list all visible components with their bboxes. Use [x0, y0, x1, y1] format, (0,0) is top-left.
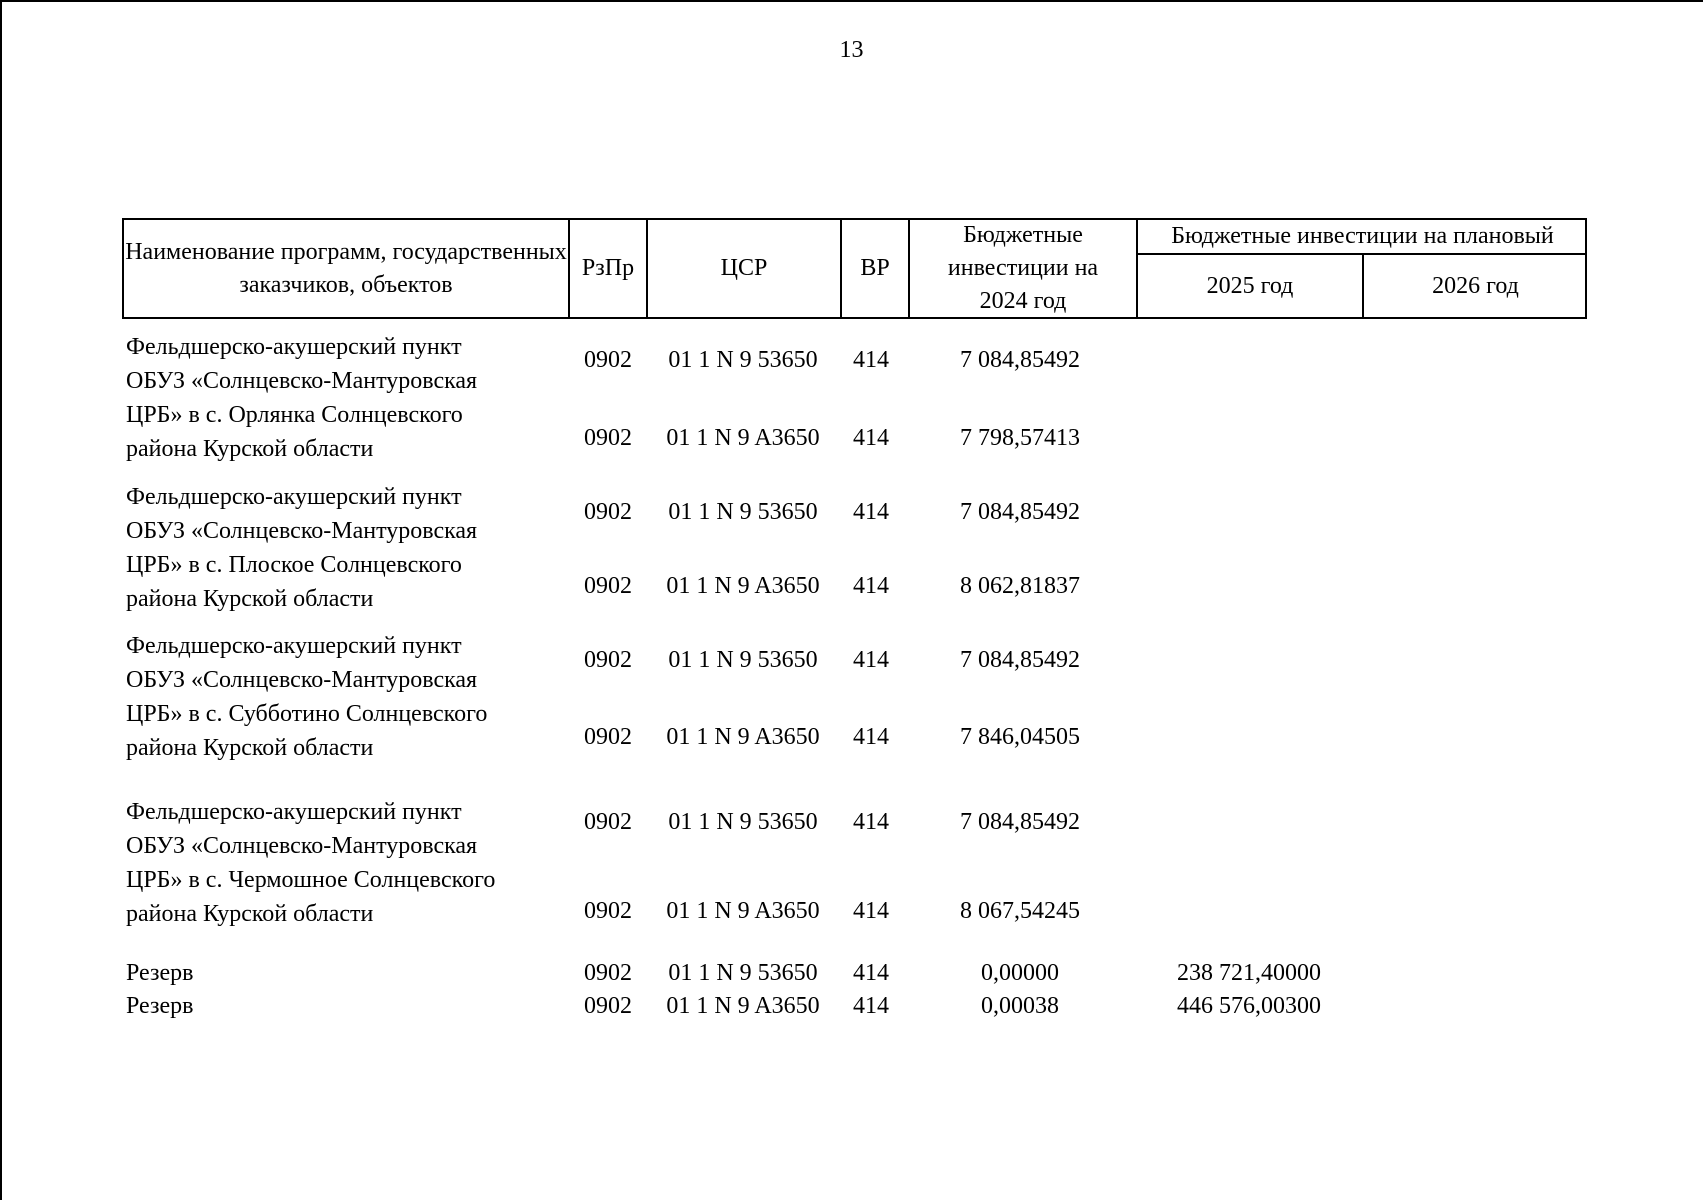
page-number: 13	[839, 37, 864, 63]
rzpr-cell: 0902	[584, 960, 632, 986]
vr-cell: 414	[853, 724, 889, 750]
vr-cell: 414	[853, 960, 889, 986]
object-name: Фельдшерско-акушерский пункт ОБУЗ «Солнцевско-Мантуровская ЦРБ» в с. Орлянка Солнцевского района Курской области	[126, 334, 478, 462]
page-top-edge	[0, 0, 1703, 2]
csr-cell: 01 1 N 9 53650	[668, 499, 818, 525]
header-invest-2024: Бюджетные инвестиции на 2024 год	[947, 222, 1099, 314]
header-vr: ВР	[860, 255, 890, 281]
object-name: Фельдшерско-акушерский пункт ОБУЗ «Солнцевско-Мантуровская ЦРБ» в с. Чермошное Солнцевского района Курской области	[126, 799, 496, 927]
header-name: Наименование программ, государственных заказчиков, объектов	[125, 238, 567, 298]
amount-2024-cell: 7 084,85492	[960, 647, 1080, 673]
rzpr-cell: 0902	[584, 993, 632, 1019]
csr-cell: 01 1 N 9 A3650	[666, 993, 820, 1019]
amount-2024-cell: 0,00038	[981, 993, 1059, 1019]
vr-cell: 414	[853, 347, 889, 373]
header-year-2025: 2025 год	[1206, 272, 1294, 299]
vr-cell: 414	[853, 993, 889, 1019]
csr-cell: 01 1 N 9 A3650	[666, 425, 820, 451]
rzpr-cell: 0902	[584, 647, 632, 673]
object-name: Фельдшерско-акушерский пункт ОБУЗ «Солнцевско-Мантуровская ЦРБ» в с. Плоское Солнцевского района Курской области	[126, 484, 478, 612]
rzpr-cell: 0902	[584, 425, 632, 451]
object-name: Фельдшерско-акушерский пункт ОБУЗ «Солнцевско-Мантуровская ЦРБ» в с. Субботино Солнцевского района Курской области	[126, 633, 488, 761]
amount-2025-cell: 238 721,40000	[1177, 960, 1321, 986]
csr-cell: 01 1 N 9 A3650	[666, 724, 820, 750]
vr-cell: 414	[853, 573, 889, 599]
reserve-name: Резерв	[126, 960, 194, 986]
header-csr: ЦСР	[720, 255, 768, 281]
vr-cell: 414	[853, 499, 889, 525]
reserve-name: Резерв	[126, 993, 194, 1019]
rzpr-cell: 0902	[584, 573, 632, 599]
vr-cell: 414	[853, 647, 889, 673]
csr-cell: 01 1 N 9 53650	[668, 347, 818, 373]
csr-cell: 01 1 N 9 53650	[668, 809, 818, 835]
csr-cell: 01 1 N 9 A3650	[666, 573, 820, 599]
amount-2024-cell: 7 846,04505	[960, 724, 1080, 750]
csr-cell: 01 1 N 9 A3650	[666, 898, 820, 924]
csr-cell: 01 1 N 9 53650	[668, 647, 818, 673]
amount-2024-cell: 8 062,81837	[960, 573, 1080, 599]
amount-2024-cell: 0,00000	[981, 960, 1059, 986]
rzpr-cell: 0902	[584, 898, 632, 924]
header-year-2026: 2026 год	[1432, 272, 1519, 299]
header-invest-plan: Бюджетные инвестиции на плановый	[1171, 223, 1554, 249]
amount-2024-cell: 8 067,54245	[960, 898, 1080, 924]
vr-cell: 414	[853, 809, 889, 835]
amount-2025-cell: 446 576,00300	[1177, 993, 1321, 1019]
amount-2024-cell: 7 084,85492	[960, 499, 1080, 525]
rzpr-cell: 0902	[584, 347, 632, 373]
rzpr-cell: 0902	[584, 809, 632, 835]
rzpr-cell: 0902	[584, 499, 632, 525]
amount-2024-cell: 7 798,57413	[960, 425, 1080, 451]
vr-cell: 414	[853, 425, 889, 451]
header-rzpr: РзПр	[581, 255, 635, 281]
vr-cell: 414	[853, 898, 889, 924]
amount-2024-cell: 7 084,85492	[960, 347, 1080, 373]
amount-2024-cell: 7 084,85492	[960, 809, 1080, 835]
table-header	[122, 218, 1587, 319]
rzpr-cell: 0902	[584, 724, 632, 750]
page-left-edge	[0, 0, 2, 1200]
csr-cell: 01 1 N 9 53650	[668, 960, 818, 986]
